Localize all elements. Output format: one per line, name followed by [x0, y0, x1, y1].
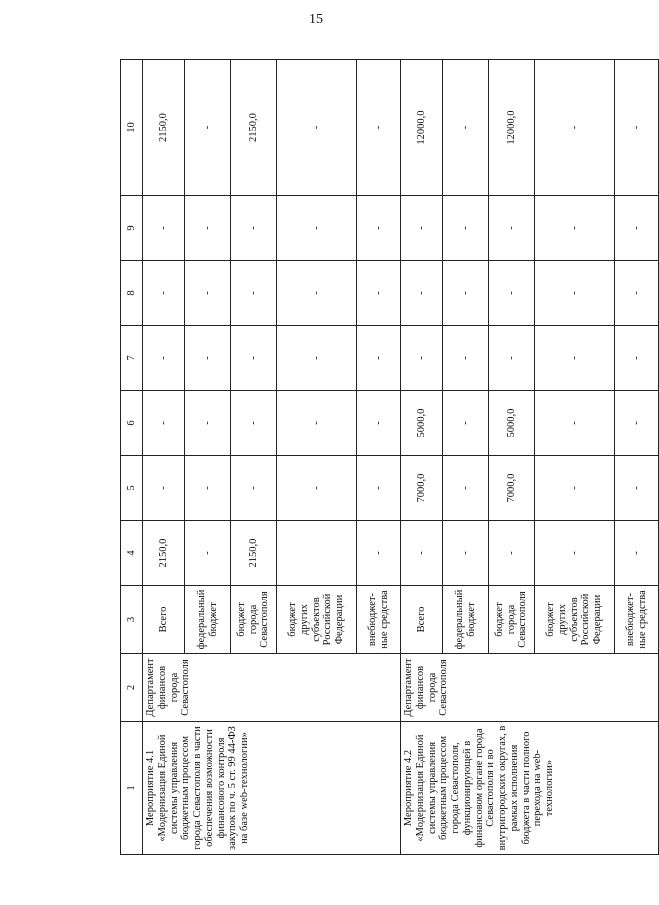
value-cell: - — [277, 60, 357, 196]
value-cell: 2150,0 — [143, 521, 185, 586]
value-cell: - — [615, 196, 659, 261]
value-cell: - — [185, 60, 231, 196]
funding-source: бюджет города Севастополя — [489, 586, 535, 654]
value-cell: - — [277, 456, 357, 521]
funding-source: бюджет других субъектов Российской Федерации — [535, 586, 615, 654]
header-cell: 5 — [121, 456, 143, 521]
value-cell: - — [443, 196, 489, 261]
value-cell: - — [185, 196, 231, 261]
value-cell: 12000,0 — [401, 60, 443, 196]
value-cell: - — [401, 196, 443, 261]
header-cell: 3 — [121, 586, 143, 654]
table-row — [401, 60, 443, 855]
measure-executor: Департамент финансов города Севастополя — [143, 654, 401, 722]
header-cell: 1 — [121, 722, 143, 855]
value-cell: - — [489, 261, 535, 326]
value-cell: - — [357, 391, 401, 456]
value-cell: - — [615, 456, 659, 521]
value-cell: - — [277, 261, 357, 326]
measure-title: Мероприятие 4.1 «Модернизация Единой системы управления бюджетным процессом города Севастополя в части обеспечения возможности финансового контроля закупок по ч. 5 ст. 99 44-ФЗ на базе web-технологии» — [143, 722, 401, 855]
value-cell: - — [231, 261, 277, 326]
value-cell: - — [277, 391, 357, 456]
value-cell: - — [443, 391, 489, 456]
value-cell: - — [143, 196, 185, 261]
funding-table — [120, 59, 659, 855]
value-cell: - — [401, 261, 443, 326]
value-cell: - — [185, 391, 231, 456]
value-cell: 5000,0 — [489, 391, 535, 456]
measure-title: Мероприятие 4.2 «Модернизация Единой системы управления бюджетным процессом города Севастополя, функционирующей в финансовом органе города Севастополя и во внутригородских округах, в рамках исполнения бюджета в части полного перехода на web-технологии» — [401, 722, 659, 855]
value-cell: - — [185, 326, 231, 391]
value-cell: - — [615, 391, 659, 456]
value-cell: - — [535, 326, 615, 391]
value-cell: - — [615, 521, 659, 586]
value-cell: - — [185, 456, 231, 521]
value-cell: 5000,0 — [401, 391, 443, 456]
value-cell: - — [535, 261, 615, 326]
value-cell: - — [143, 391, 185, 456]
value-cell: - — [489, 196, 535, 261]
value-cell: 7000,0 — [489, 456, 535, 521]
value-cell: - — [143, 456, 185, 521]
value-cell: - — [357, 326, 401, 391]
value-cell: - — [357, 456, 401, 521]
value-cell: - — [535, 196, 615, 261]
value-cell: - — [443, 261, 489, 326]
funding-source: Всего — [401, 586, 443, 654]
value-cell: - — [401, 326, 443, 391]
value-cell: - — [489, 521, 535, 586]
header-cell: 7 — [121, 326, 143, 391]
value-cell: - — [401, 521, 443, 586]
value-cell: - — [231, 196, 277, 261]
value-cell: - — [277, 196, 357, 261]
value-cell: 2150,0 — [231, 521, 277, 586]
rotated-table-container — [120, 60, 648, 855]
value-cell: - — [143, 261, 185, 326]
value-cell: - — [357, 261, 401, 326]
header-cell: 2 — [121, 654, 143, 722]
value-cell: - — [357, 196, 401, 261]
value-cell: 7000,0 — [401, 456, 443, 521]
value-cell: - — [615, 60, 659, 196]
value-cell: - — [231, 326, 277, 391]
header-cell: 4 — [121, 521, 143, 586]
funding-source: внебюджет-ные средства — [357, 586, 401, 654]
value-cell: 12000,0 — [489, 60, 535, 196]
value-cell: - — [231, 391, 277, 456]
table-row — [143, 60, 185, 855]
value-cell: - — [535, 456, 615, 521]
header-cell: 10 — [121, 60, 143, 196]
funding-source: бюджет других субъектов Российской Федерации — [277, 586, 357, 654]
value-cell: - — [443, 456, 489, 521]
value-cell: - — [535, 60, 615, 196]
value-cell: 2150,0 — [231, 60, 277, 196]
value-cell: - — [535, 521, 615, 586]
header-cell: 6 — [121, 391, 143, 456]
value-cell: - — [489, 326, 535, 391]
funding-source: федеральный бюджет — [443, 586, 489, 654]
measure-executor: Департамент финансов города Севастополя — [401, 654, 659, 722]
header-cell: 9 — [121, 196, 143, 261]
value-cell: - — [615, 261, 659, 326]
value-cell: - — [185, 521, 231, 586]
value-cell: - — [277, 326, 357, 391]
value-cell — [277, 521, 357, 586]
header-cell: 8 — [121, 261, 143, 326]
value-cell: - — [443, 60, 489, 196]
value-cell: - — [615, 326, 659, 391]
value-cell: - — [143, 326, 185, 391]
value-cell: 2150,0 — [143, 60, 185, 196]
funding-source: Всего — [143, 586, 185, 654]
page-number: 15 — [309, 12, 323, 27]
value-cell: - — [535, 391, 615, 456]
funding-source: бюджет города Севастополя — [231, 586, 277, 654]
value-cell: - — [443, 326, 489, 391]
value-cell: - — [231, 456, 277, 521]
funding-source: федеральный бюджет — [185, 586, 231, 654]
value-cell: - — [443, 521, 489, 586]
header-row — [121, 60, 143, 855]
value-cell: - — [185, 261, 231, 326]
value-cell: - — [357, 60, 401, 196]
funding-source: внебюджет-ные средства — [615, 586, 659, 654]
value-cell: - — [357, 521, 401, 586]
